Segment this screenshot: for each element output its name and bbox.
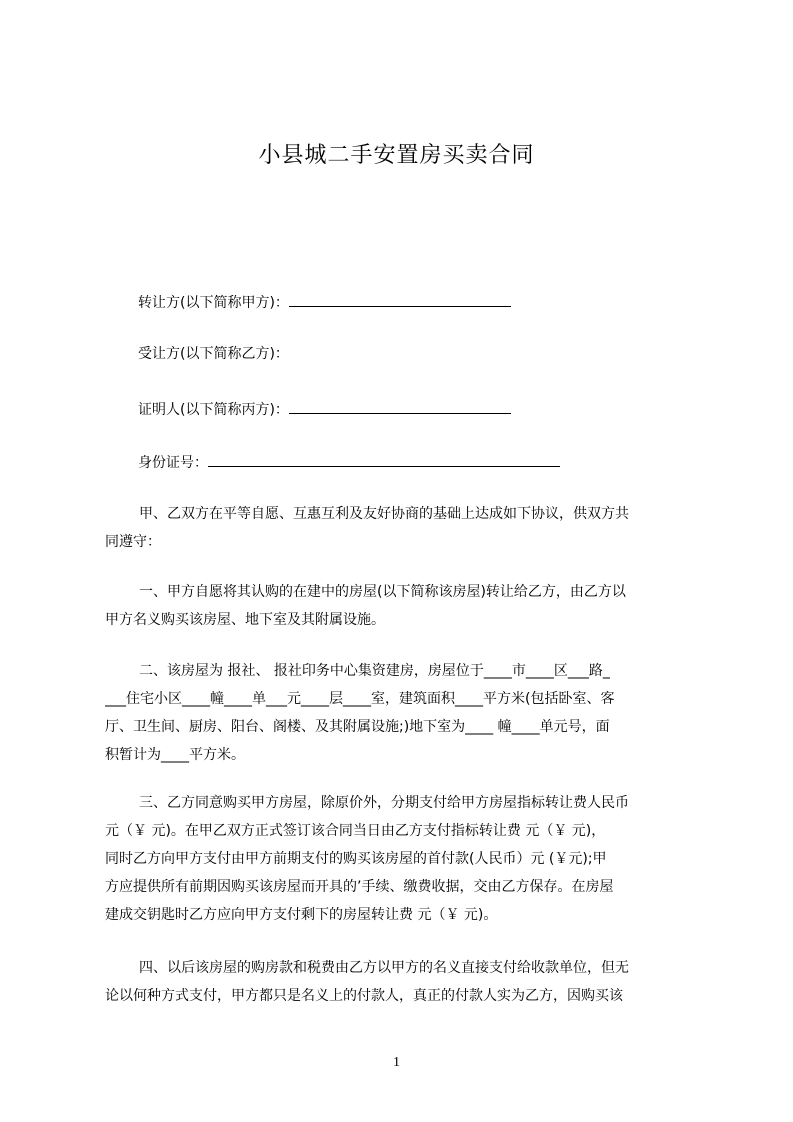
transferor-blank bbox=[289, 292, 511, 307]
witness-blank bbox=[289, 399, 511, 414]
id-number-field bbox=[138, 452, 560, 473]
paragraph-line: 论以何种方式支付，甲方都只是名义上的付款人，真正的付款人实为乙方，因购买该 bbox=[105, 988, 623, 1004]
paragraph-line: 同遵守： bbox=[105, 534, 161, 550]
paragraph-line: 甲方名义购买该房屋、地下室及其附属设施。 bbox=[105, 612, 385, 628]
id-number-blank bbox=[208, 452, 560, 467]
id-number-label: 身份证号： bbox=[138, 455, 208, 471]
paragraph-line: 积暂计为____平方米。 bbox=[105, 747, 245, 763]
paragraph-line: 方应提供所有前期因购买该房屋而开具的’手续、缴费收据，交由乙方保存。在房屋 bbox=[105, 879, 614, 895]
paragraph-line: 四、以后该房屋的购房款和税费由乙方以甲方的名义直接支付给收款单位，但无 bbox=[139, 960, 629, 976]
paragraph-line: 甲、乙双方在平等自愿、互惠互利及友好协商的基础上达成如下协议，供双方共 bbox=[139, 506, 629, 522]
paragraph-line: 建成交钥匙时乙方应向甲方支付剩下的房屋转让费 元（￥ 元)。 bbox=[105, 907, 498, 923]
transferor-label: 转让方(以下简称甲方)： bbox=[138, 295, 289, 311]
intro-paragraph bbox=[105, 500, 703, 556]
paragraph-line: 同时乙方向甲方支付由甲方前期支付的购买该房屋的首付款(人民币）元 (￥元);甲 bbox=[105, 851, 607, 867]
clause-2-paragraph bbox=[105, 657, 703, 769]
paragraph-line: 元（￥ 元)。在甲乙双方正式签订该合同当日由乙方支付指标转让费 元（￥ 元)， bbox=[105, 823, 606, 839]
document-title: 小县城二手安置房买卖合同 bbox=[258, 143, 535, 168]
clause-4-paragraph bbox=[105, 954, 703, 1010]
transferee-field bbox=[138, 344, 289, 364]
transferee-label: 受让方(以下简称乙方)： bbox=[138, 346, 289, 362]
page-number: 1 bbox=[393, 1055, 400, 1070]
paragraph-line: ___住宅小区____幢____单___元____层____室，建筑面积____平方米(包括卧室、客 bbox=[105, 691, 615, 707]
paragraph-line: 一、甲方自愿将其认购的在建中的房屋(以下简称该房屋)转让给乙方，由乙方以 bbox=[139, 584, 626, 600]
witness-label: 证明人(以下简称丙方)： bbox=[138, 402, 289, 418]
witness-field bbox=[138, 399, 511, 420]
clause-3-paragraph bbox=[105, 789, 703, 929]
paragraph-line: 三、乙方同意购买甲方房屋，除原价外，分期支付给甲方房屋指标转让费人民币 bbox=[139, 795, 629, 811]
clause-1-paragraph bbox=[105, 578, 703, 634]
transferor-field bbox=[138, 292, 511, 313]
paragraph-line: 厅、卫生间、厨房、阳台、阁楼、及其附属设施;)地下室为____ 幢____单元号，面 bbox=[105, 719, 610, 735]
paragraph-line: 二、该房屋为 报社、 报社印务中心集资建房，房屋位于____市____区___路_ bbox=[139, 663, 610, 679]
